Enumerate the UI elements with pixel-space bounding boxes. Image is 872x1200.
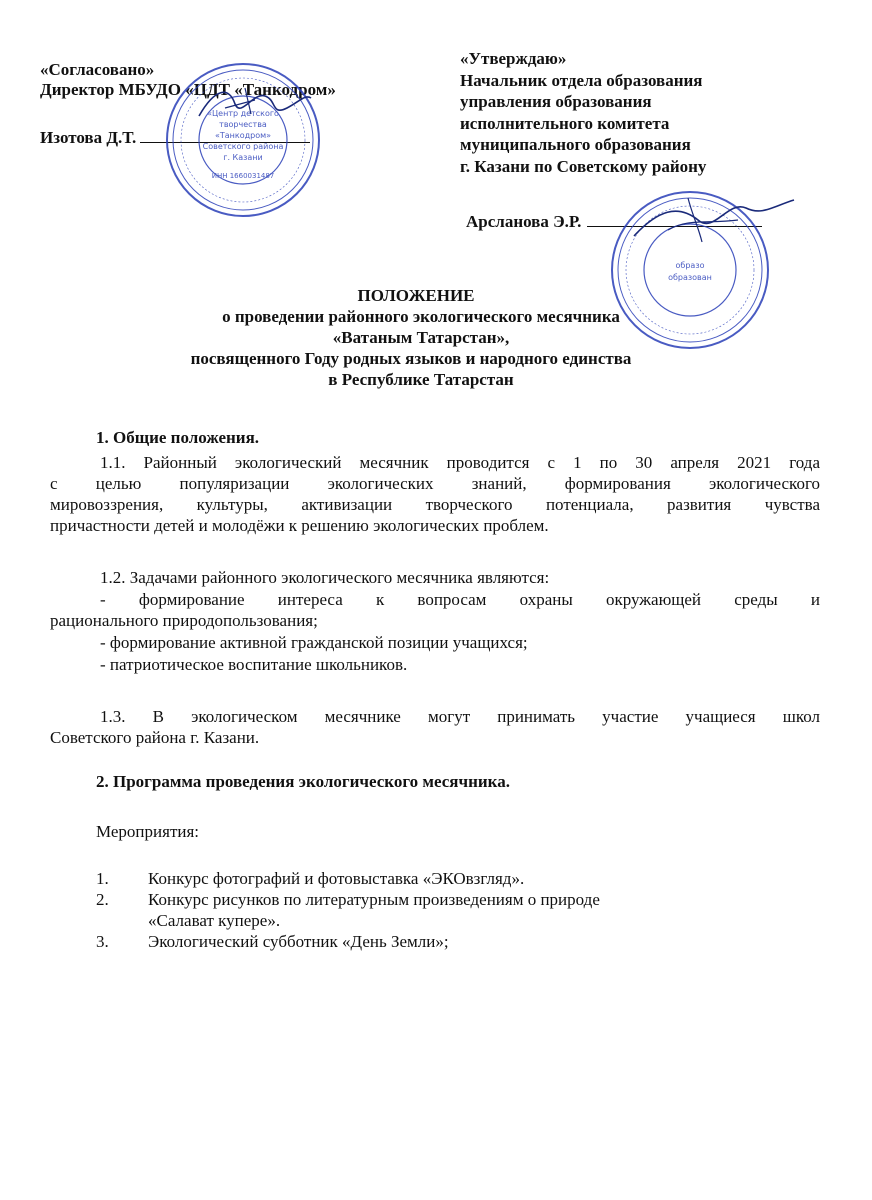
stamp-text: «Центр детского xyxy=(207,109,279,118)
paragraph-line: причастности детей и молодёжи к решению экологических проблем. xyxy=(50,516,549,535)
task-item-continued: рационального природопользования; xyxy=(50,611,318,630)
stamp-text: образо xyxy=(675,261,705,270)
head-position-line: муниципального образования xyxy=(460,135,691,154)
title-line: ПОЛОЖЕНИЕ xyxy=(357,286,475,305)
paragraph-line: 1.1. Районный экологический месячник проводится с 1 по 30 апреля 2021 года xyxy=(100,453,820,472)
paragraph-line: с целью популяризации экологических знаний, формирования экологического xyxy=(50,474,820,493)
event-item xyxy=(96,931,600,952)
section-heading-1: 1. Общие положения. xyxy=(96,428,260,447)
events-list xyxy=(96,868,600,952)
agreed-label: «Согласовано» xyxy=(40,60,155,79)
task-item: - формирование интереса к вопросам охраны окружающей среды и xyxy=(100,590,820,609)
event-text: Экологический субботник «День Земли»; xyxy=(148,932,449,951)
section-heading-2: 2. Программа проведения экологического месячника. xyxy=(96,772,510,791)
events-label: Мероприятия: xyxy=(96,822,200,841)
handwritten-signature-right xyxy=(628,190,798,250)
document-title xyxy=(0,285,872,390)
event-number: 1. xyxy=(96,869,109,888)
approve-label: «Утверждаю» xyxy=(460,49,567,68)
task-list xyxy=(50,589,820,631)
stamp-text: творчества xyxy=(219,120,267,129)
event-text: Конкурс фотографий и фотовыставка «ЭКОвзгляд». xyxy=(148,869,525,888)
event-text-continued: «Салават купере». xyxy=(148,911,281,930)
stamp-inn: ИНН 1660031487 xyxy=(211,172,275,180)
task-item: - формирование активной гражданской позиции учащихся; xyxy=(100,633,528,652)
stamp-text: г. Казани xyxy=(223,153,263,162)
head-position-line: г. Казани по Советскому району xyxy=(460,156,707,176)
title-line: о проведении районного экологического месячника xyxy=(222,307,620,326)
head-position-line: Начальник отдела образования xyxy=(460,70,703,90)
title-line: посвященного Году родных языков и народного единства xyxy=(190,349,632,368)
approval-block-right xyxy=(460,48,706,177)
event-number: 3. xyxy=(96,932,109,951)
stamp-text: Советского района xyxy=(202,142,284,151)
title-line: «Ватаным Татарстан», xyxy=(332,328,510,347)
paragraph-line: 1.3. В экологическом месячнике могут принимать участие учащиеся школ xyxy=(100,707,820,726)
stamp-text: образован xyxy=(668,273,712,282)
paragraph-1-2-intro: 1.2. Задачами районного экологического месячника являются: xyxy=(100,568,550,587)
paragraph-line: Советского района г. Казани. xyxy=(50,728,260,747)
event-text: Конкурс рисунков по литературным произведениям о природе xyxy=(148,890,600,909)
title-line: в Республике Татарстан xyxy=(328,370,514,389)
event-item xyxy=(96,889,600,931)
paragraph-1-1 xyxy=(50,452,820,536)
task-item: - патриотическое воспитание школьников. xyxy=(100,655,408,674)
event-number: 2. xyxy=(96,890,109,909)
paragraph-1-3 xyxy=(50,706,820,748)
head-position-line: управления образования xyxy=(460,92,652,111)
signer-name-left: Изотова Д.Т. xyxy=(40,128,137,147)
paragraph-line: мировоззрения, культуры, активизации творческого потенциала, развития чувства xyxy=(50,495,820,514)
event-item xyxy=(96,868,600,889)
handwritten-signature-left xyxy=(195,78,315,126)
signer-name-right: Арсланова Э.Р. xyxy=(466,212,582,231)
head-position-line: исполнительного комитета xyxy=(460,113,670,133)
director-position: Директор МБУДО «ЦДТ «Танкодром» xyxy=(40,80,336,99)
stamp-text: «Танкодром» xyxy=(214,131,272,140)
